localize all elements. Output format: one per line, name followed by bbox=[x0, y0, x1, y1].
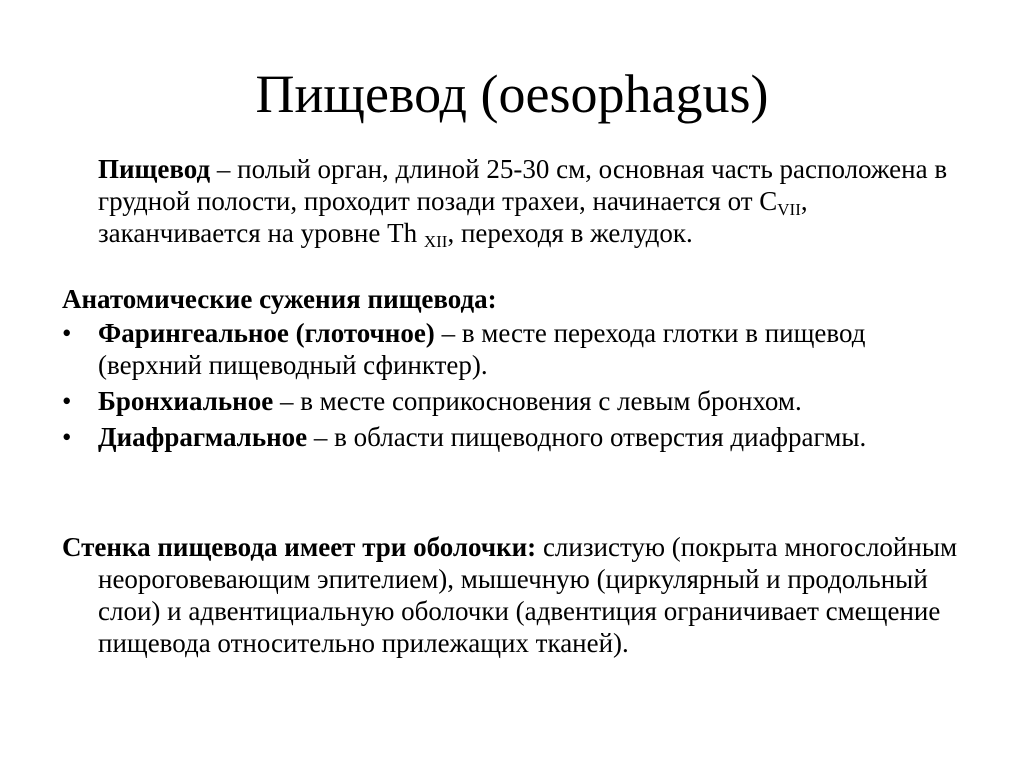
intro-subscript-vii: VII bbox=[777, 200, 801, 219]
list-item-term: Диафрагмальное bbox=[98, 422, 308, 452]
bullet-icon: • bbox=[62, 422, 72, 452]
wall-text: слизистую (покрыта многослойным неороговевающим эпителием), мышечную (циркулярный и продольный слои) и адвентициальную оболочки (адвентиция ограничивает смещение пищевода относительно прилежащих тканей). bbox=[98, 532, 958, 658]
slide-title: Пищевод (oesophagus) bbox=[255, 64, 769, 124]
intro-text-2: , заканчивается на уровне Th bbox=[98, 186, 808, 248]
intro-subscript-xii: XII bbox=[423, 232, 448, 251]
intro-text-1: – полый орган, длиной 25-30 см, основная часть расположена в грудной полости, проходит позади трахеи, начинается от C bbox=[98, 154, 948, 216]
list-item-text: – в месте соприкосновения с левым бронхом. bbox=[273, 386, 802, 416]
list-item bbox=[62, 385, 962, 417]
list-item-text: – в месте перехода глотки в пищевод (верхний пищеводный сфинктер). bbox=[98, 318, 866, 380]
list-item-term: Бронхиальное bbox=[98, 386, 274, 416]
constrictions-heading bbox=[62, 283, 962, 315]
list-item bbox=[62, 421, 962, 453]
intro-paragraph bbox=[62, 153, 962, 249]
bullet-icon: • bbox=[62, 386, 72, 416]
constrictions-heading-text: Анатомические сужения пищевода: bbox=[62, 284, 497, 314]
bullet-icon: • bbox=[62, 318, 72, 348]
wall-paragraph bbox=[62, 531, 962, 659]
intro-term: Пищевод bbox=[98, 154, 211, 184]
list-item-term: Фарингеальное (глоточное) bbox=[98, 318, 435, 348]
wall-term: Стенка пищевода имеет три оболочки: bbox=[62, 532, 537, 562]
list-item bbox=[62, 317, 962, 381]
list-item-text: – в области пищеводного отверстия диафрагмы. bbox=[307, 422, 867, 452]
intro-text-3: , переходя в желудок. bbox=[447, 218, 693, 248]
constrictions-list bbox=[62, 317, 962, 457]
